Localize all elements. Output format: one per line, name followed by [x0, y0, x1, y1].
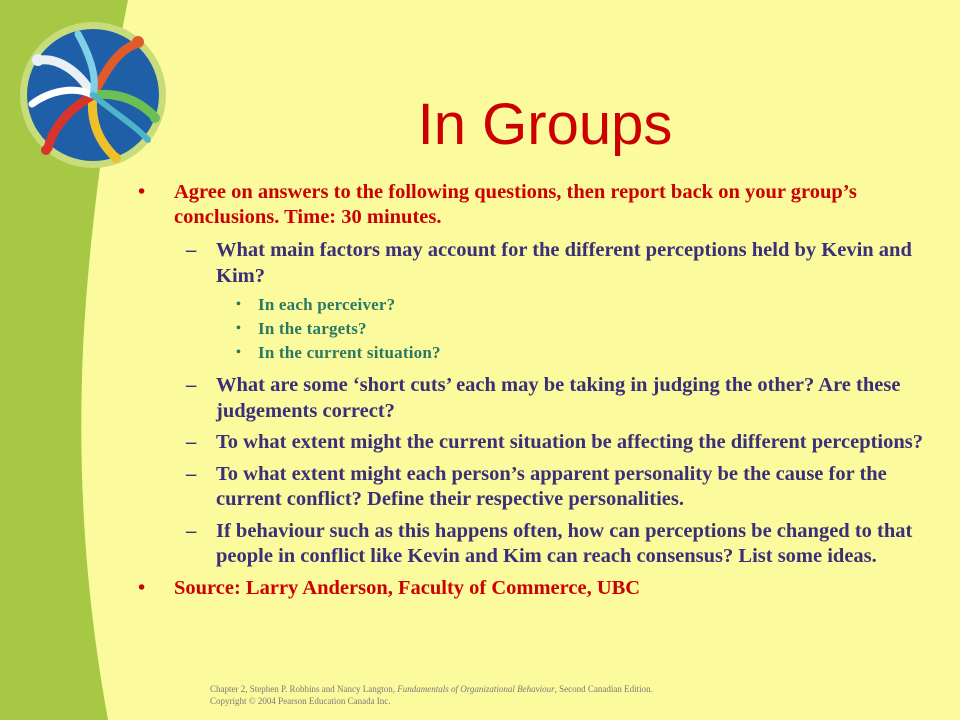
dash-marker: –	[186, 519, 197, 542]
dash-marker: –	[186, 239, 197, 261]
sub-bullet-text: In each perceiver?	[258, 295, 396, 314]
bullet-marker: •	[138, 576, 146, 599]
footer-citation	[210, 683, 810, 707]
dash-marker: –	[186, 431, 197, 453]
sub-bullet-targets	[132, 317, 932, 341]
question-text: To what extent might the current situation be affecting the different perceptions?	[216, 431, 923, 453]
sub-bullet-text: In the current situation?	[258, 343, 441, 362]
bullet-instructions	[132, 180, 932, 230]
question-personality	[132, 462, 932, 513]
source-text: Source: Larry Anderson, Faculty of Commerce, UBC	[174, 576, 641, 599]
question-factors	[132, 238, 932, 289]
question-text: If behaviour such as this happens often, how can perceptions be changed to that people in conflict like Kevin and Kim can reach consensus? List some ideas.	[216, 519, 913, 567]
bullet-list	[132, 180, 932, 609]
question-behaviour	[132, 519, 932, 570]
dash-marker: –	[186, 462, 197, 485]
question-text: What main factors may account for the different perceptions held by Kevin and Kim?	[216, 239, 912, 287]
question-short-cuts	[132, 373, 932, 424]
bullet-source	[132, 576, 932, 601]
question-situation	[132, 430, 932, 456]
question-text: What are some ‘short cuts’ each may be taking in judging the other? Are these judgements correct?	[216, 374, 901, 422]
bullet-text: Agree on answers to the following questions, then report back on your group’s conclusions. Time: 30 minutes.	[174, 181, 857, 228]
bullet-marker: •	[138, 181, 146, 203]
dot-marker: •	[236, 321, 242, 336]
dash-marker: –	[186, 374, 197, 396]
slide-title: In Groups	[417, 92, 673, 157]
sub-bullet-text: In the targets?	[258, 319, 367, 338]
sub-bullet-group	[132, 293, 932, 365]
dot-marker: •	[236, 297, 242, 312]
swirling-figures-logo	[18, 20, 168, 170]
footer-prefix: Chapter 2, Stephen P. Robbins and Nancy Langton,	[210, 684, 398, 694]
sub-bullet-perceiver	[132, 293, 932, 317]
question-text: To what extent might each person’s apparent personality be the cause for the current conflict? Define their respective personalities.	[216, 462, 887, 510]
footer-line-1	[210, 683, 810, 695]
dot-marker: •	[236, 345, 242, 360]
footer-suffix: , Second Canadian Edition.	[554, 684, 653, 694]
footer-book-title: Fundamentals of Organizational Behaviour	[397, 684, 555, 694]
sub-bullet-situation	[132, 341, 932, 365]
footer-copyright: Copyright © 2004 Pearson Education Canada Inc.	[210, 696, 391, 706]
